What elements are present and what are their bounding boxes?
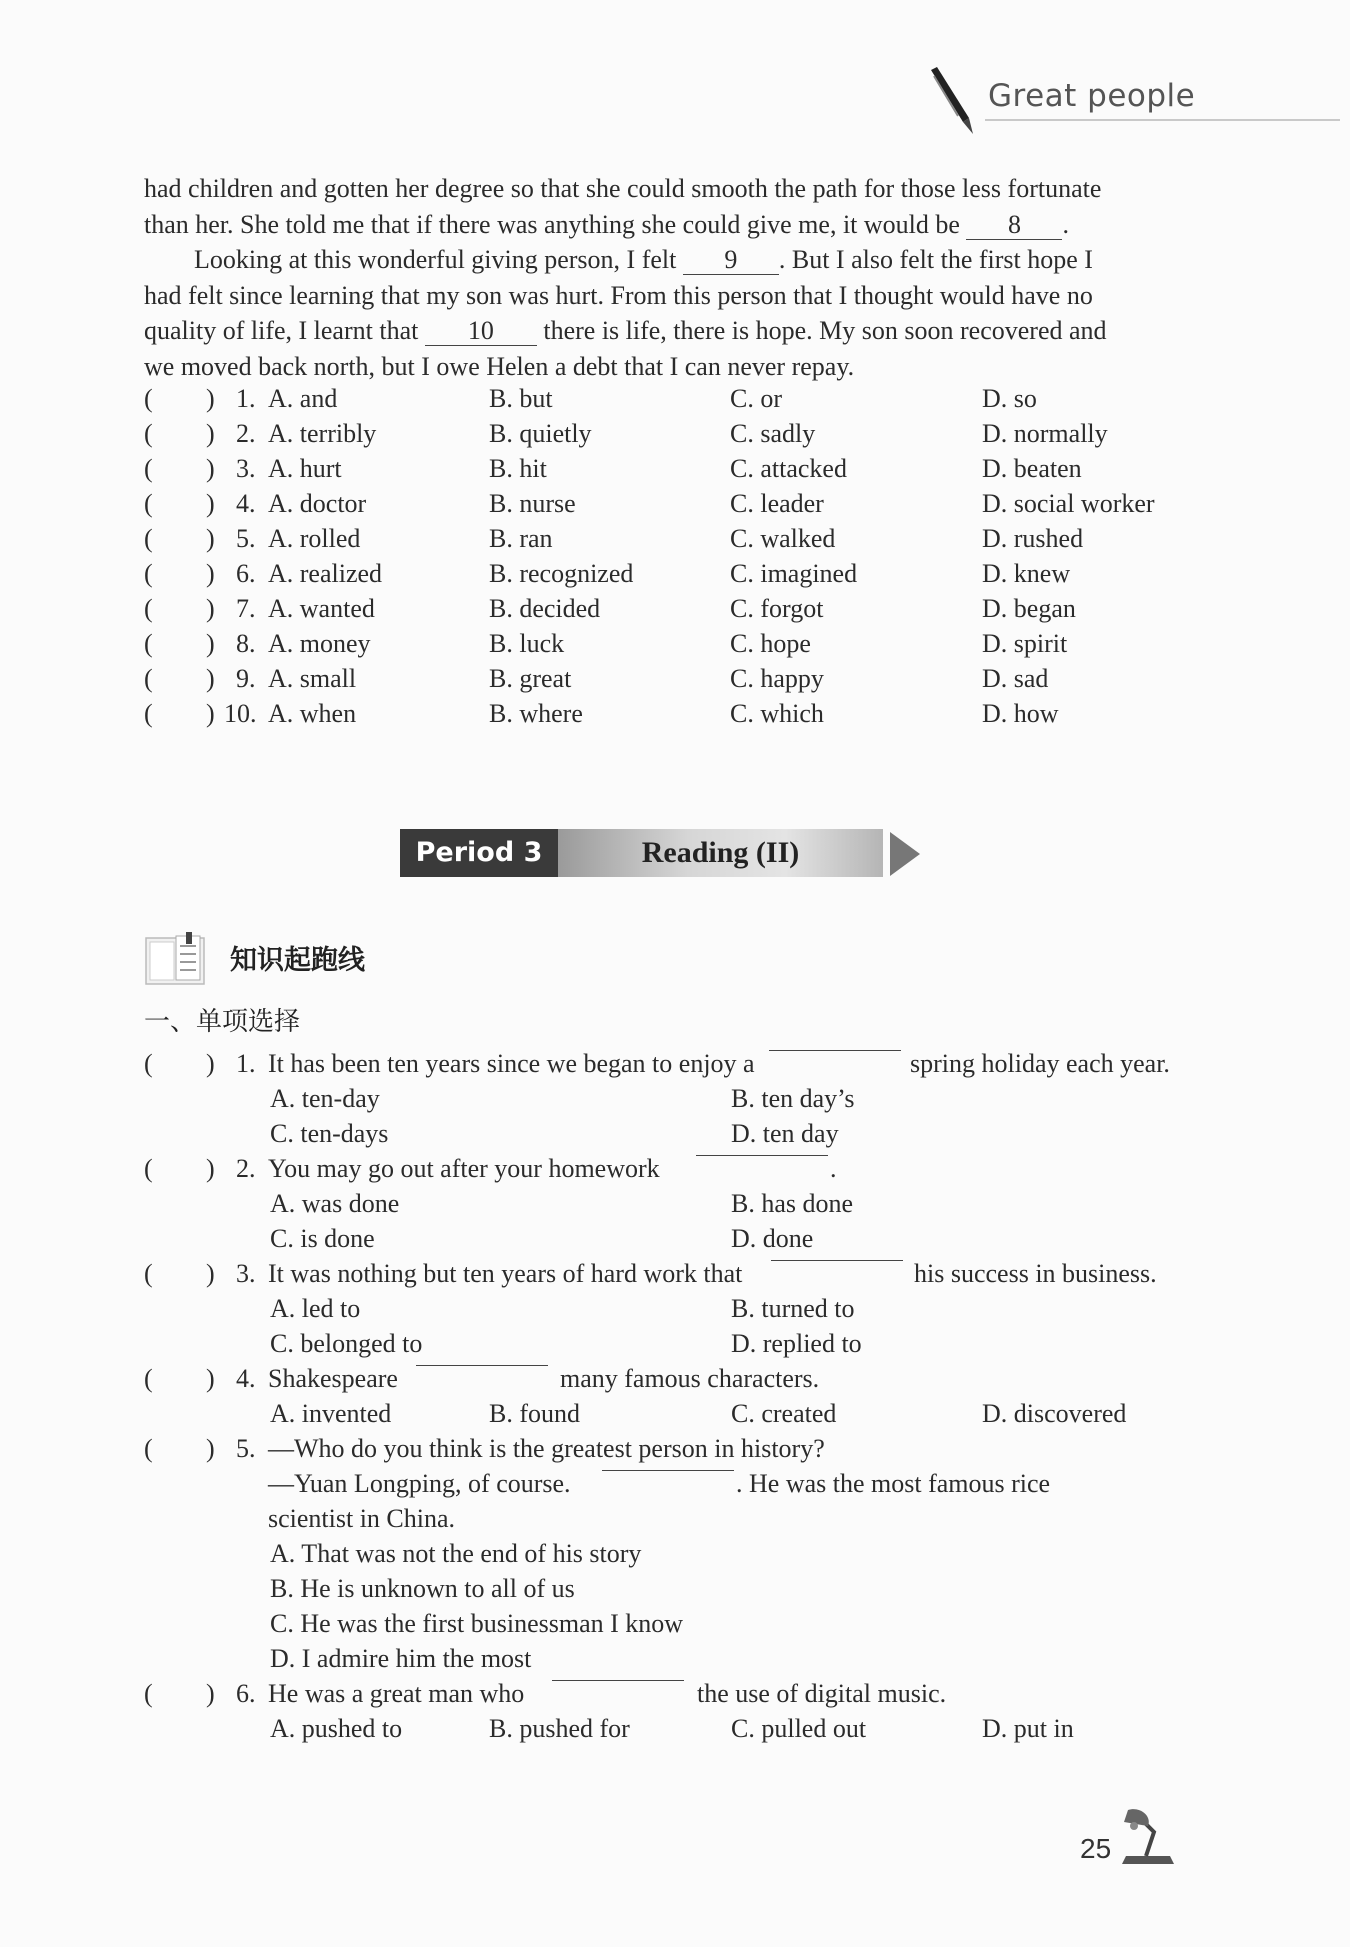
- option-a: A. doctor: [268, 489, 367, 518]
- section-title: 知识起跑线: [230, 945, 365, 976]
- answer-paren-open[interactable]: (: [144, 1364, 153, 1393]
- question-stem: the use of digital music.: [697, 1679, 947, 1708]
- answer-blank: [771, 1260, 903, 1261]
- passage-text: Looking at this wonderful giving person, I felt: [194, 245, 677, 274]
- question-number: 3.: [236, 454, 256, 483]
- question-number: 7.: [236, 594, 256, 623]
- answer-blank: [552, 1680, 684, 1681]
- option-d: D. beaten: [982, 454, 1082, 483]
- answer-paren-close: ): [206, 489, 215, 518]
- question-number: 5.: [236, 524, 256, 553]
- option-b: B. ten day’s: [731, 1084, 855, 1113]
- question-row: [144, 1466, 1184, 1501]
- answer-paren-open[interactable]: (: [144, 629, 153, 658]
- answer-blank: [602, 1470, 734, 1471]
- question-number: 6.: [236, 559, 256, 588]
- option-c: C. imagined: [730, 559, 858, 588]
- option-d: D. put in: [982, 1714, 1074, 1743]
- option-d: D. discovered: [982, 1399, 1127, 1428]
- option-a: A. and: [268, 384, 338, 413]
- answer-blank: [696, 1155, 828, 1156]
- option-d: D. replied to: [731, 1329, 862, 1358]
- answer-paren-close: ): [206, 629, 215, 658]
- option-c: C. belonged to: [270, 1329, 423, 1358]
- answer-paren-close: ): [206, 664, 215, 693]
- question-number: 5.: [236, 1434, 256, 1463]
- cloze-row: [144, 696, 1184, 731]
- question-stem: Shakespeare: [268, 1364, 398, 1393]
- cloze-row: [144, 381, 1184, 416]
- option-c: C. He was the first businessman I know: [270, 1609, 684, 1638]
- cloze-row: [144, 556, 1184, 591]
- cloze-row: [144, 591, 1184, 626]
- answer-paren-open[interactable]: (: [144, 1259, 153, 1288]
- answer-paren-close: ): [206, 594, 215, 623]
- question-row: [144, 1431, 1184, 1466]
- option-a: A. wanted: [268, 594, 375, 623]
- option-d: D. knew: [982, 559, 1071, 588]
- question-number: 4.: [236, 1364, 256, 1393]
- passage-line: had felt since learning that my son was hurt. From this person that I thought would have no: [144, 280, 1093, 310]
- passage-line: [144, 207, 1180, 243]
- answer-paren-open[interactable]: (: [144, 1434, 153, 1463]
- answer-paren-close: ): [206, 1679, 215, 1708]
- answer-paren-open[interactable]: (: [144, 1049, 153, 1078]
- option-c: C. is done: [270, 1224, 375, 1253]
- answer-paren-close: ): [206, 419, 215, 448]
- option-b: B. luck: [489, 629, 565, 658]
- answer-paren-open[interactable]: (: [144, 1154, 153, 1183]
- answer-paren-open[interactable]: (: [144, 419, 153, 448]
- period-title: Reading (II): [558, 829, 883, 877]
- answer-paren-open[interactable]: (: [144, 664, 153, 693]
- question-stem: . He was the most famous rice: [736, 1469, 1051, 1498]
- answer-paren-open[interactable]: (: [144, 384, 153, 413]
- option-b: B. hit: [489, 454, 547, 483]
- question-stem: You may go out after your homework: [268, 1154, 660, 1183]
- cloze-row: [144, 661, 1184, 696]
- cloze-row: [144, 626, 1184, 661]
- option-b: B. pushed for: [489, 1714, 630, 1743]
- pen-icon: [925, 66, 977, 136]
- question-number: 8.: [236, 629, 256, 658]
- passage-text: there is life, there is hope. My son soon recovered and: [543, 316, 1107, 345]
- option-b: B. but: [489, 384, 553, 413]
- option-d: D. done: [731, 1224, 814, 1253]
- passage-line: had children and gotten her degree so that she could smooth the path for those less fortunate: [144, 174, 1102, 203]
- question-number: 3.: [236, 1259, 256, 1288]
- option-a: A. small: [268, 664, 357, 693]
- question-row: [144, 1256, 1184, 1291]
- blank-9: 9: [683, 246, 779, 275]
- header-title: Great people: [988, 78, 1196, 114]
- option-c: C. ten-days: [270, 1119, 389, 1148]
- passage-text: .: [1062, 209, 1069, 239]
- option-a: A. money: [268, 629, 371, 658]
- answer-paren-close: ): [206, 1154, 215, 1183]
- option-b: B. nurse: [489, 489, 576, 518]
- cloze-row: [144, 521, 1184, 556]
- passage-text: quality of life, I learnt that: [144, 316, 419, 345]
- lamp-icon: [1118, 1808, 1178, 1868]
- answer-paren-close: ): [206, 1364, 215, 1393]
- option-c: C. forgot: [730, 594, 824, 623]
- answer-paren-close: ): [206, 1049, 215, 1078]
- option-b: B. decided: [489, 594, 601, 623]
- question-stem: spring holiday each year.: [910, 1049, 1170, 1078]
- option-c: C. created: [731, 1399, 837, 1428]
- option-b: B. recognized: [489, 559, 634, 588]
- option-b: B. found: [489, 1399, 580, 1428]
- option-c: C. attacked: [730, 454, 847, 483]
- question-row: [144, 1676, 1184, 1711]
- option-a: A. hurt: [268, 454, 342, 483]
- option-d: D. I admire him the most: [270, 1644, 532, 1673]
- option-c: C. pulled out: [731, 1714, 867, 1743]
- option-a: A. ten-day: [270, 1084, 380, 1113]
- answer-paren-close: ): [206, 524, 215, 553]
- question-stem: —Who do you think is the greatest person in history?: [268, 1434, 825, 1463]
- arrow-right-icon: [890, 832, 920, 876]
- option-d: D. ten day: [731, 1119, 839, 1148]
- option-c: C. sadly: [730, 419, 816, 448]
- answer-paren-close: ): [206, 1434, 215, 1463]
- passage-text: than her. She told me that if there was anything she could give me, it would be: [144, 209, 960, 239]
- answer-paren-close: ): [206, 699, 215, 728]
- answer-blank: [769, 1050, 901, 1051]
- answer-paren-open[interactable]: (: [144, 454, 153, 483]
- answer-paren-open[interactable]: (: [144, 1679, 153, 1708]
- section-subtitle: 一、单项选择: [144, 1007, 301, 1037]
- passage-line: [144, 242, 1180, 278]
- question-stem: It was nothing but ten years of hard work that: [268, 1259, 743, 1288]
- option-d: D. spirit: [982, 629, 1068, 658]
- option-c: C. which: [730, 699, 824, 728]
- page-number: 25: [1080, 1833, 1112, 1864]
- option-d: D. began: [982, 594, 1076, 623]
- option-b: B. where: [489, 699, 583, 728]
- question-stem: many famous characters.: [560, 1364, 820, 1393]
- answer-blank: [416, 1365, 548, 1366]
- option-c: C. hope: [730, 629, 811, 658]
- period-banner: [400, 829, 920, 879]
- option-d: D. normally: [982, 419, 1108, 448]
- option-b: B. great: [489, 664, 572, 693]
- page-header: [925, 66, 1340, 136]
- question-number: 1.: [236, 1049, 256, 1078]
- answer-paren-open[interactable]: (: [144, 699, 153, 728]
- question-number: 1.: [236, 384, 256, 413]
- question-number: 10.: [224, 699, 257, 728]
- header-rule: [985, 119, 1340, 121]
- passage-text: . But I also felt the first hope I: [778, 245, 1093, 274]
- option-d: D. sad: [982, 664, 1049, 693]
- answer-paren-close: ): [206, 384, 215, 413]
- question-stem: .: [830, 1154, 837, 1183]
- book-icon: [144, 932, 209, 986]
- answer-paren-close: ): [206, 559, 215, 588]
- option-a: A. invented: [270, 1399, 392, 1428]
- option-d: D. social worker: [982, 489, 1155, 518]
- blank-10: 10: [425, 317, 537, 346]
- option-a: A. pushed to: [270, 1714, 403, 1743]
- option-a: A. That was not the end of his story: [270, 1539, 642, 1568]
- question-stem: He was a great man who: [268, 1679, 525, 1708]
- question-row: [144, 1361, 1184, 1396]
- option-b: B. He is unknown to all of us: [270, 1574, 575, 1603]
- answer-paren-open[interactable]: (: [144, 594, 153, 623]
- option-d: D. how: [982, 699, 1059, 728]
- passage: [144, 171, 1180, 384]
- blank-8: 8: [966, 211, 1062, 240]
- option-c: C. happy: [730, 664, 824, 693]
- option-c: C. or: [730, 384, 782, 413]
- question-number: 9.: [236, 664, 256, 693]
- option-b: B. has done: [731, 1189, 854, 1218]
- option-a: A. rolled: [268, 524, 361, 553]
- question-number: 2.: [236, 419, 256, 448]
- answer-paren-open[interactable]: (: [144, 559, 153, 588]
- option-b: B. quietly: [489, 419, 592, 448]
- option-a: A. led to: [270, 1294, 361, 1323]
- option-a: A. when: [268, 699, 357, 728]
- answer-paren-close: ): [206, 1259, 215, 1288]
- cloze-row: [144, 486, 1184, 521]
- passage-line: [144, 313, 1180, 349]
- answer-paren-close: ): [206, 454, 215, 483]
- option-c: C. walked: [730, 524, 836, 553]
- period-label: Period 3: [400, 829, 558, 877]
- option-a: A. was done: [270, 1189, 400, 1218]
- question-stem: It has been ten years since we began to enjoy a: [268, 1049, 755, 1078]
- cloze-row: [144, 416, 1184, 451]
- option-b: B. turned to: [731, 1294, 855, 1323]
- answer-paren-open[interactable]: (: [144, 524, 153, 553]
- option-b: B. ran: [489, 524, 553, 553]
- question-number: 2.: [236, 1154, 256, 1183]
- question-stem: scientist in China.: [268, 1504, 456, 1533]
- option-a: A. terribly: [268, 419, 377, 448]
- question-row: [144, 1046, 1184, 1081]
- option-c: C. leader: [730, 489, 824, 518]
- option-d: D. so: [982, 384, 1037, 413]
- passage-line: we moved back north, but I owe Helen a debt that I can never repay.: [144, 351, 855, 381]
- question-stem: —Yuan Longping, of course.: [268, 1469, 571, 1498]
- option-a: A. realized: [268, 559, 383, 588]
- answer-paren-open[interactable]: (: [144, 489, 153, 518]
- option-d: D. rushed: [982, 524, 1084, 553]
- question-number: 4.: [236, 489, 256, 518]
- question-stem: his success in business.: [914, 1259, 1157, 1288]
- question-row: [144, 1151, 1184, 1186]
- question-number: 6.: [236, 1679, 256, 1708]
- cloze-row: [144, 451, 1184, 486]
